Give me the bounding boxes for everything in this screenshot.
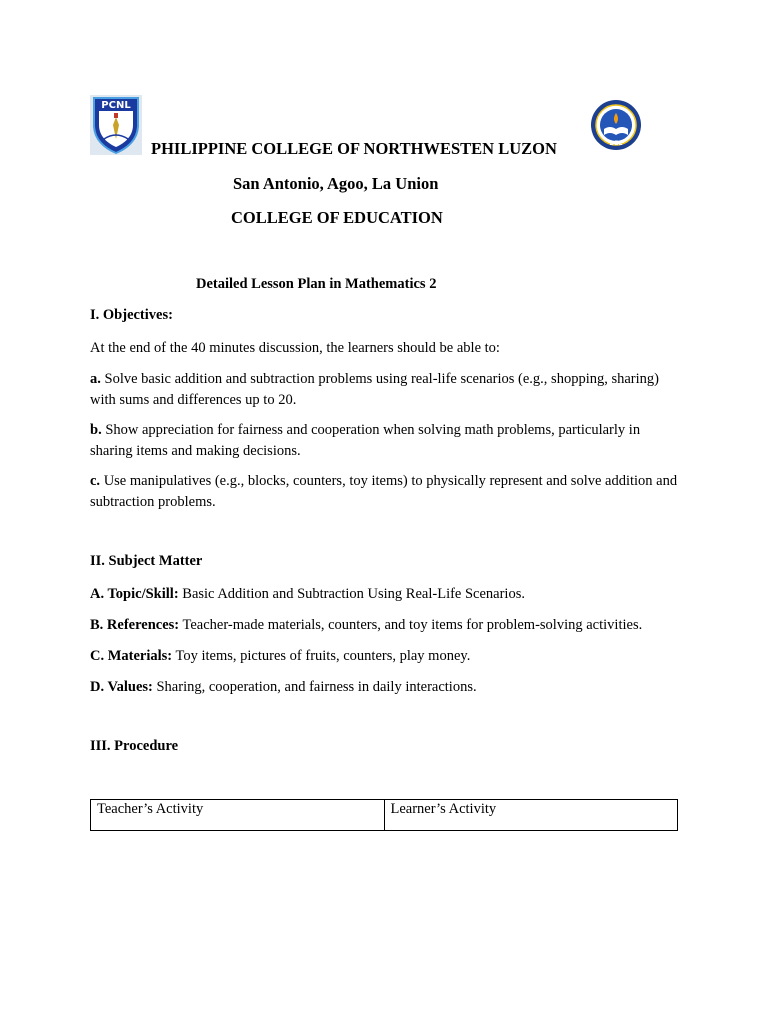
objective-text: Use manipulatives (e.g., blocks, counters, toy items) to physically represent and solve addition and subtraction problems. xyxy=(90,473,678,510)
pcnl-logo-text: PCNL xyxy=(101,100,131,111)
college-name: COLLEGE OF EDUCATION xyxy=(231,208,443,227)
dee-seal-text: DEE xyxy=(609,140,623,147)
table-row xyxy=(91,800,678,831)
subject-matter-item-materials xyxy=(90,646,680,667)
subject-matter-heading: II. Subject Matter xyxy=(90,553,203,569)
objective-marker: b. xyxy=(90,422,102,438)
school-name: PHILIPPINE COLLEGE OF NORTHWESTEN LUZON xyxy=(151,139,557,158)
objectives-intro: At the end of the 40 minutes discussion, the learners should be able to: xyxy=(90,340,500,356)
subject-matter-text: Toy items, pictures of fruits, counters, play money. xyxy=(172,648,471,664)
subject-matter-label: B. References: xyxy=(90,617,180,633)
subject-matter-text: Teacher-made materials, counters, and toy items for problem-solving activities. xyxy=(179,617,643,633)
objective-text: Show appreciation for fairness and cooperation when solving math problems, particularly in sharing items and making decisions. xyxy=(90,422,641,459)
objective-marker: c. xyxy=(90,473,101,489)
document-title: Detailed Lesson Plan in Mathematics 2 xyxy=(196,276,437,292)
objective-text: Solve basic addition and subtraction problems using real-life scenarios (e.g., shopping, sharing) with sums and differences up to 20. xyxy=(90,371,659,408)
subject-matter-label: D. Values: xyxy=(90,679,153,695)
subject-matter-label: A. Topic/Skill: xyxy=(90,586,179,602)
table-header-teacher-activity: Teacher’s Activity xyxy=(91,800,385,831)
subject-matter-item-values xyxy=(90,677,680,698)
subject-matter-label: C. Materials: xyxy=(90,648,173,664)
objectives-heading: I. Objectives: xyxy=(90,307,173,323)
subject-matter-text: Basic Addition and Subtraction Using Real-Life Scenarios. xyxy=(178,586,525,602)
objective-marker: a. xyxy=(90,371,101,387)
objective-item-c xyxy=(90,471,680,513)
objective-item-b xyxy=(90,420,680,462)
subject-matter-item-topic xyxy=(90,584,680,605)
subject-matter-item-references xyxy=(90,615,680,636)
pcnl-logo xyxy=(90,95,142,155)
procedure-heading: III. Procedure xyxy=(90,738,179,754)
table-header-learner-activity: Learner’s Activity xyxy=(384,800,678,831)
procedure-table xyxy=(90,799,678,831)
dee-seal-logo xyxy=(590,99,642,151)
school-address: San Antonio, Agoo, La Union xyxy=(233,174,439,193)
objective-item-a xyxy=(90,369,680,411)
subject-matter-text: Sharing, cooperation, and fairness in daily interactions. xyxy=(152,679,477,695)
